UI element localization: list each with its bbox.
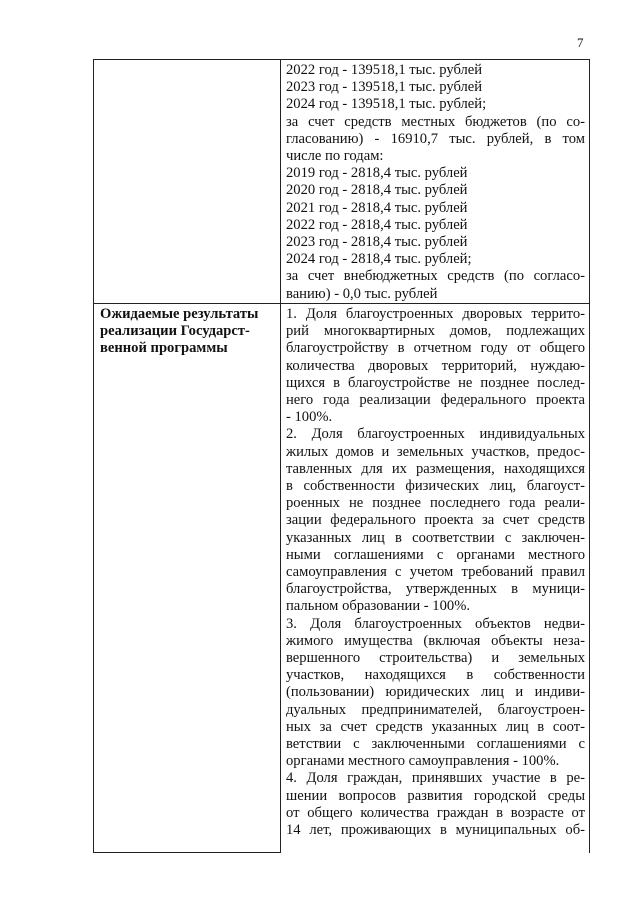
financing-text-cell bbox=[281, 60, 590, 304]
financing-text-line: за счет средств местных бюджетов (по со- bbox=[286, 113, 585, 130]
result-text-line: 1. Доля благоустроенных дворовых террито- bbox=[286, 306, 585, 322]
result-text-line: ветствии с заключенными соглашениями с bbox=[286, 736, 585, 753]
financing-text-line: 2022 год - 2818,4 тыс. рублей bbox=[286, 216, 468, 233]
result-text-line: количества дворовых территорий, нуждаю- bbox=[286, 357, 585, 374]
financing-text-line: за счет внебюджетных средств (по согласо- bbox=[286, 268, 585, 285]
result-text-line: роенных не позднее последнего года реали- bbox=[286, 495, 585, 512]
result-text-line: дуальных предпринимателей, благоустроен- bbox=[286, 701, 585, 718]
result-text-line: жилых домов и земельных участков, предос- bbox=[286, 443, 585, 460]
financing-text-line: 2023 год - 139518,1 тыс. рублей bbox=[286, 79, 483, 96]
result-text-line: 3. Доля благоустроенных объектов недви- bbox=[286, 615, 585, 632]
expected-results-heading bbox=[94, 304, 280, 358]
expected-results-text bbox=[281, 304, 589, 839]
financing-text-line: числе по годам: bbox=[286, 148, 384, 165]
financing-text-line: 2024 год - 139518,1 тыс. рублей; bbox=[286, 96, 487, 113]
result-text-line: благоустройства, утвержденных в муници- bbox=[286, 581, 585, 598]
result-text-line: - 100%. bbox=[286, 409, 333, 426]
financing-text-line: 2023 год - 2818,4 тыс. рублей bbox=[286, 234, 468, 251]
financing-row bbox=[94, 60, 590, 304]
result-text-line: жимого имущества (включая объекты неза- bbox=[286, 632, 585, 649]
financing-text-line: 2022 год - 139518,1 тыс. рублей bbox=[286, 62, 483, 78]
heading-line: реализации Государст- bbox=[100, 323, 250, 340]
heading-line: Ожидаемые результаты bbox=[100, 306, 259, 322]
financing-label-cell bbox=[94, 60, 281, 304]
result-text-line: щихся в благоустройстве не позднее послед- bbox=[286, 374, 585, 391]
result-text-line: от общего количества граждан в возрасте от bbox=[286, 804, 585, 821]
expected-results-heading-cell bbox=[94, 304, 281, 853]
financing-text bbox=[281, 60, 589, 303]
heading-line: венной программы bbox=[100, 340, 228, 357]
result-text-line: 2. Доля благоустроенных индивидуальных bbox=[286, 426, 585, 443]
result-text-line: ных за счет средств указанных лиц в соот- bbox=[286, 718, 585, 735]
page-number: 7 bbox=[577, 35, 584, 50]
financing-text-line: 2021 год - 2818,4 тыс. рублей bbox=[286, 199, 468, 216]
result-text-line: вершенного строительства) и земельных bbox=[286, 650, 585, 667]
result-text-line: рий многоквартирных домов, подлежащих bbox=[286, 323, 585, 340]
result-text-line: участков, находящихся в собственности bbox=[286, 667, 585, 684]
financing-text-line: гласованию) - 16910,7 тыс. рублей, в том bbox=[286, 130, 585, 147]
financing-text-line: 2020 год - 2818,4 тыс. рублей bbox=[286, 182, 468, 199]
financing-text-line: 2024 год - 2818,4 тыс. рублей; bbox=[286, 251, 472, 268]
result-text-line: (пользовании) юридических лиц и индиви- bbox=[286, 684, 585, 701]
result-text-line: 14 лет, проживающих в муниципальных об- bbox=[286, 822, 585, 839]
result-text-line: зации федерального проекта за счет средств bbox=[286, 512, 585, 529]
result-text-line: шении вопросов развития городской среды bbox=[286, 787, 585, 804]
result-text-line: благоустройству в отчетном году от общего bbox=[286, 340, 585, 357]
result-text-line: 4. Доля граждан, принявших участие в ре- bbox=[286, 770, 585, 787]
expected-results-text-cell bbox=[281, 304, 590, 853]
result-text-line: в собственности физических лиц, благоуст- bbox=[286, 478, 585, 495]
result-text-line: него года реализации федерального проекта bbox=[286, 392, 585, 409]
result-text-line: тавленных для их размещения, находящихся bbox=[286, 460, 585, 477]
program-passport-table bbox=[93, 59, 590, 853]
result-text-line: самоуправления с учетом требований правил bbox=[286, 564, 585, 581]
result-text-line: указанных лиц в соответствии с заключен- bbox=[286, 529, 585, 546]
result-text-line: ными соглашениями с органами местного bbox=[286, 546, 585, 563]
result-text-line: пальном образовании - 100%. bbox=[286, 598, 470, 615]
result-text-line: органами местного самоуправления - 100%. bbox=[286, 753, 560, 770]
financing-text-line: ванию) - 0,0 тыс. рублей bbox=[286, 285, 438, 302]
expected-results-row bbox=[94, 304, 590, 853]
financing-text-line: 2019 год - 2818,4 тыс. рублей bbox=[286, 165, 468, 182]
